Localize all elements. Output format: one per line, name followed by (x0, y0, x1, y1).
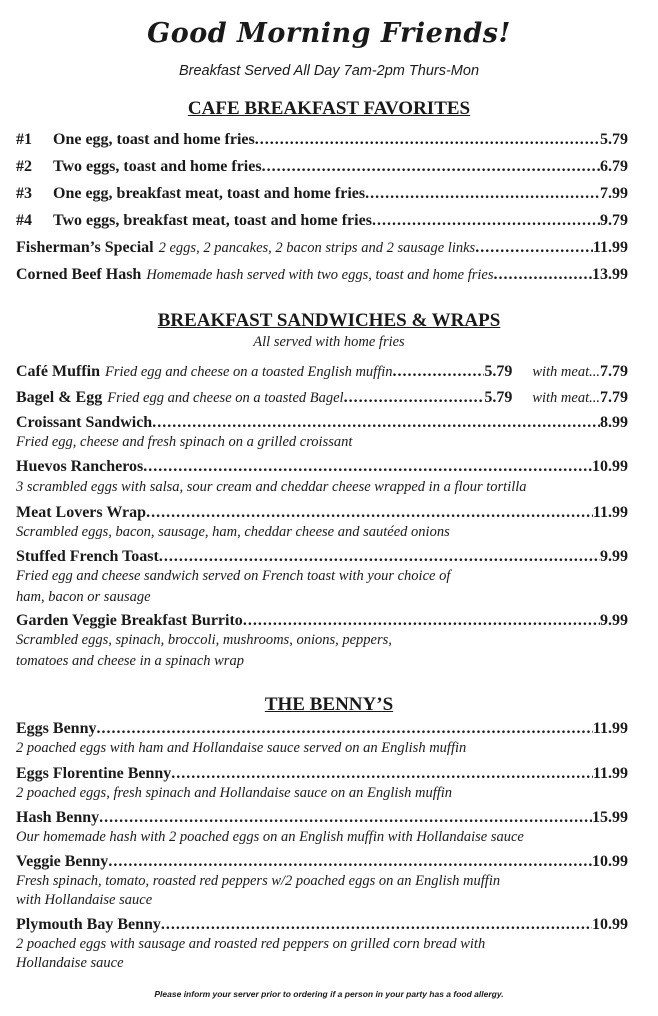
dot-leader (96, 720, 592, 738)
dot-leader (475, 239, 593, 257)
meat-label: with meat... (532, 390, 600, 406)
item-number: #2 (16, 158, 32, 175)
menu-title: Good Morning Friends! (147, 18, 511, 49)
item-price: 5.79 (484, 389, 513, 406)
item-description: 2 poached eggs with sausage and roasted red peppers on grilled corn bread with (16, 936, 486, 952)
menu-item (16, 853, 628, 871)
menu-item (16, 612, 628, 630)
section-heading-sandwiches: BREAKFAST SANDWICHES & WRAPS (157, 310, 501, 331)
dot-leader (243, 612, 600, 630)
item-description: Fresh spinach, tomato, roasted red peppers w/2 poached eggs on an English muffin (16, 873, 501, 889)
menu-item (16, 389, 628, 407)
section-heading-favorites: CAFE BREAKFAST FAVORITES (187, 98, 471, 119)
dot-leader (494, 266, 593, 284)
item-description: Fried egg, cheese and fresh spinach on a grilled croissant (16, 434, 353, 450)
dot-leader (99, 809, 592, 827)
item-name: Eggs Florentine Benny (16, 765, 172, 782)
item-price: 11.99 (592, 504, 628, 521)
item-name: Veggie Benny (16, 853, 109, 870)
item-name: Fisherman’s Special (16, 239, 154, 256)
dot-leader (255, 131, 600, 149)
item-description: tomatoes and cheese in a spinach wrap (16, 653, 244, 669)
menu-item (16, 212, 628, 230)
item-name: Garden Veggie Breakfast Burrito (16, 612, 243, 629)
item-description: Our homemade hash with 2 poached eggs on an English muffin with Hollandaise sauce (16, 829, 524, 845)
item-name: Plymouth Bay Benny (16, 916, 161, 933)
menu-item (16, 185, 628, 203)
dot-leader (171, 765, 593, 783)
item-description: 2 eggs, 2 pancakes, 2 bacon strips and 2 sausage links (158, 240, 476, 256)
menu-item (16, 765, 628, 783)
item-price: 5.79 (484, 363, 513, 380)
item-description: Fried egg and cheese sandwich served on French toast with your choice of (16, 568, 451, 584)
item-description: Fried egg and cheese on a toasted English muffin (104, 364, 393, 380)
meat-price: 7.79 (600, 363, 628, 380)
item-description: 3 scrambled eggs with salsa, sour cream and cheddar cheese wrapped in a flour tortilla (16, 479, 527, 495)
dot-leader (393, 363, 485, 381)
dot-leader (262, 158, 600, 176)
dot-leader (372, 212, 600, 230)
with-meat-option (532, 363, 628, 381)
menu-item (16, 131, 628, 149)
dot-leader (344, 389, 485, 407)
item-name: Bagel & Egg (16, 389, 103, 406)
item-price: 8.99 (600, 414, 628, 431)
item-name: Two eggs, toast and home fries (53, 158, 262, 175)
section-heading-bennys: THE BENNY’S (264, 694, 394, 715)
item-description: Scrambled eggs, bacon, sausage, ham, cheddar cheese and sautéed onions (16, 524, 450, 540)
dot-leader (365, 185, 600, 203)
menu-item (16, 266, 628, 284)
section-note: All served with home fries (253, 334, 405, 350)
menu-item (16, 363, 628, 381)
item-name: Stuffed French Toast (16, 548, 159, 565)
item-description: Fried egg and cheese on a toasted Bagel (107, 390, 344, 406)
menu-item (16, 458, 628, 476)
item-price: 9.99 (600, 612, 628, 629)
dot-leader (108, 853, 592, 871)
dot-leader (146, 504, 593, 522)
item-price: 5.79 (600, 131, 628, 148)
item-price: 9.99 (600, 548, 628, 565)
menu-item (16, 916, 628, 934)
item-name: Two eggs, breakfast meat, toast and home fries (53, 212, 372, 229)
item-price: 15.99 (592, 809, 628, 826)
item-description: Homemade hash served with two eggs, toast and home fries (146, 267, 494, 283)
dot-leader (161, 916, 592, 934)
item-name: Meat Lovers Wrap (16, 504, 147, 521)
item-description: Scrambled eggs, spinach, broccoli, mushrooms, onions, peppers, (16, 632, 392, 648)
item-number: #1 (16, 131, 32, 148)
menu-subtitle: Breakfast Served All Day 7am-2pm Thurs-Mon (178, 63, 480, 79)
item-description: with Hollandaise sauce (16, 892, 153, 908)
item-name: Huevos Rancheros (16, 458, 144, 475)
item-price: 11.99 (592, 239, 628, 256)
meat-price: 7.79 (600, 389, 628, 406)
item-description: ham, bacon or sausage (16, 589, 151, 605)
item-price: 11.99 (592, 765, 628, 782)
item-price: 11.99 (592, 720, 628, 737)
item-description: 2 poached eggs with ham and Hollandaise sauce served on an English muffin (16, 740, 467, 756)
item-number: #3 (16, 185, 32, 202)
item-description: Hollandaise sauce (16, 955, 124, 971)
item-name: Croissant Sandwich (16, 414, 153, 431)
with-meat-option (532, 389, 628, 407)
dot-leader (152, 414, 600, 432)
allergy-notice: Please inform your server prior to ordering if a person in your party has a food allergy. (154, 989, 504, 999)
item-price: 10.99 (592, 916, 628, 933)
menu-item (16, 809, 628, 827)
item-price: 13.99 (592, 266, 628, 283)
menu-item (16, 548, 628, 566)
item-description: 2 poached eggs, fresh spinach and Hollandaise sauce on an English muffin (16, 785, 453, 801)
dot-leader (143, 458, 592, 476)
item-name: One egg, toast and home fries (53, 131, 255, 148)
item-name: Café Muffin (16, 363, 100, 380)
meat-label: with meat... (532, 364, 600, 380)
item-name: Eggs Benny (16, 720, 97, 737)
menu-item (16, 239, 628, 257)
item-number: #4 (16, 212, 32, 229)
menu-item (16, 414, 628, 432)
dot-leader (159, 548, 600, 566)
item-price: 6.79 (600, 158, 628, 175)
menu-item (16, 720, 628, 738)
item-price: 10.99 (592, 853, 628, 870)
menu-item (16, 504, 628, 522)
item-name: Hash Benny (16, 809, 100, 826)
item-price: 9.79 (600, 212, 628, 229)
item-price: 7.99 (600, 185, 628, 202)
menu-item (16, 158, 628, 176)
item-name: Corned Beef Hash (16, 266, 142, 283)
item-name: One egg, breakfast meat, toast and home fries (53, 185, 366, 202)
item-price: 10.99 (592, 458, 628, 475)
